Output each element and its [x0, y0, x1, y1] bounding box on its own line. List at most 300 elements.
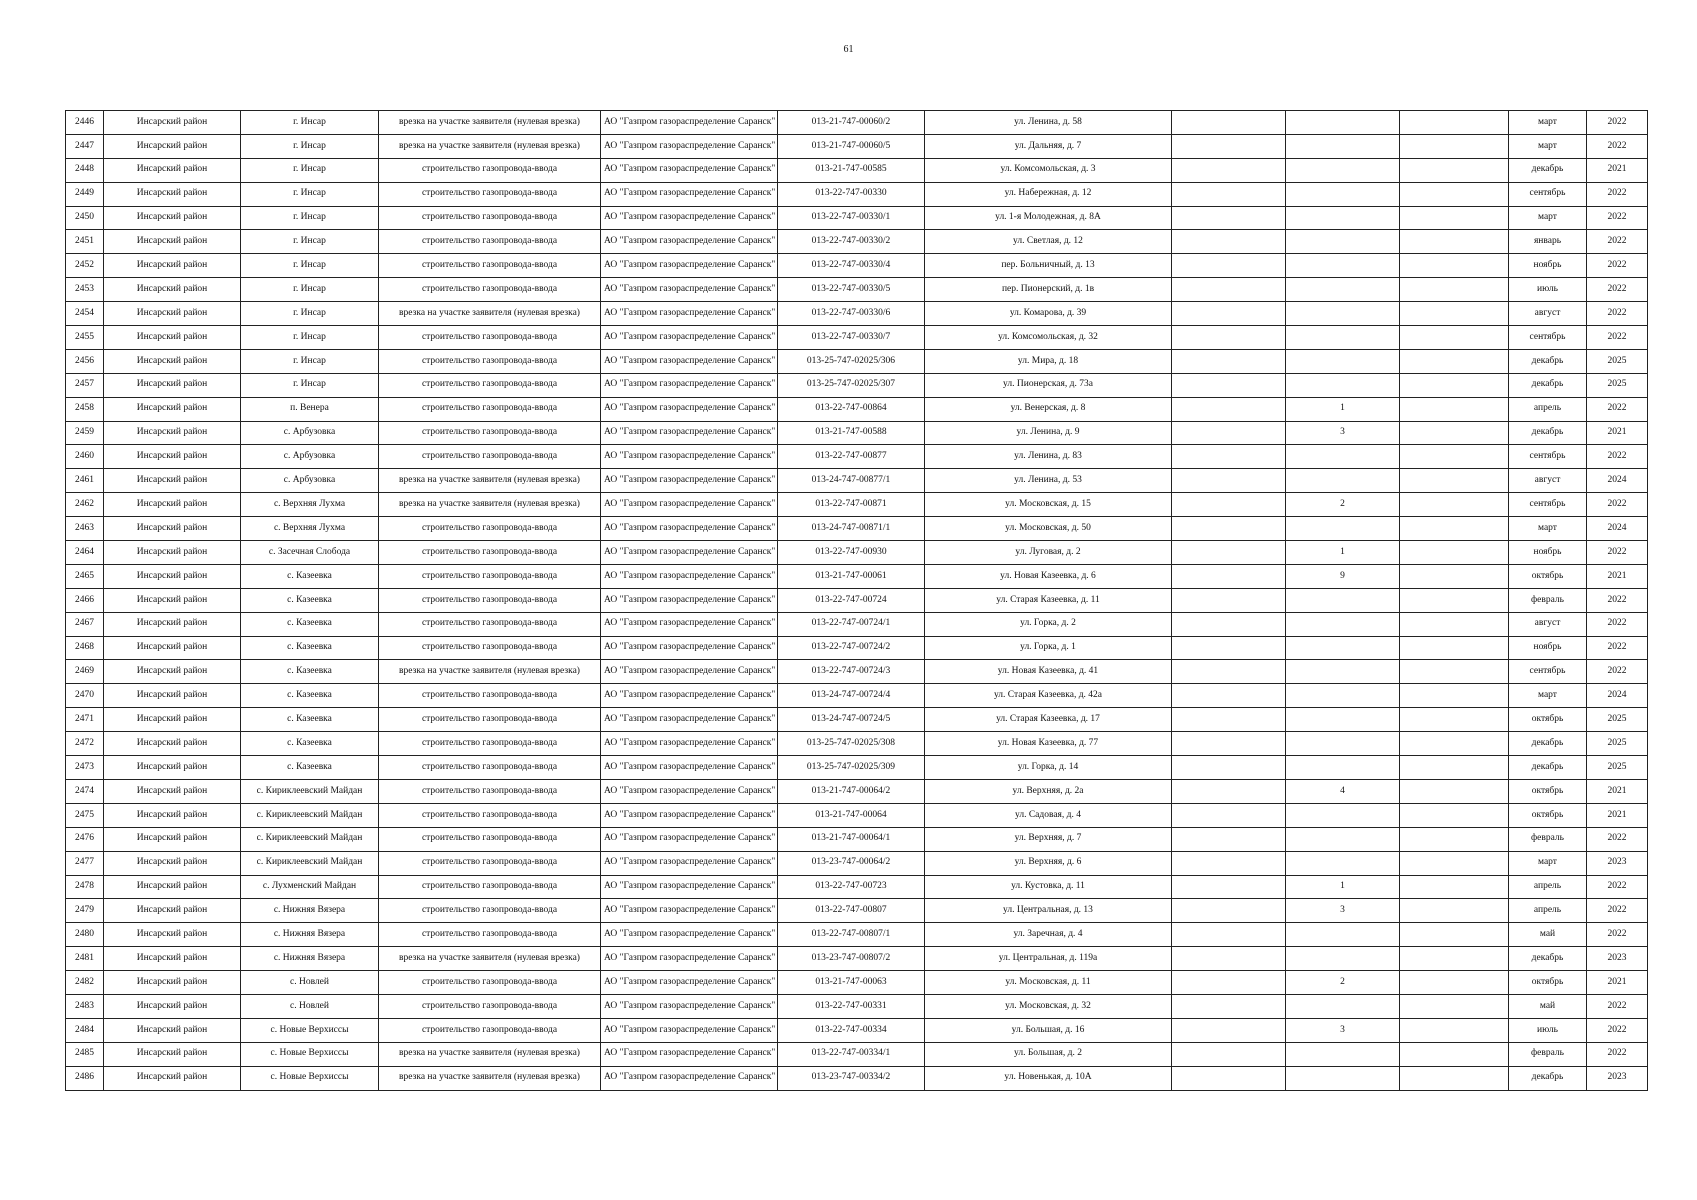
year-cell: 2022 [1587, 636, 1648, 660]
settlement-cell: с. Казеевка [241, 732, 379, 756]
quantity-cell [1286, 373, 1400, 397]
district-cell: Инсарский район [104, 302, 241, 326]
settlement-cell: с. Новые Верхиссы [241, 1018, 379, 1042]
month-cell: август [1509, 612, 1587, 636]
district-cell: Инсарский район [104, 158, 241, 182]
object-code-cell: 013-22-747-00930 [778, 541, 925, 565]
registry-table-body [66, 111, 1648, 1091]
table-row [66, 349, 1648, 373]
empty-cell [1172, 612, 1286, 636]
address-cell: ул. Московская, д. 32 [925, 994, 1172, 1018]
month-cell: октябрь [1509, 779, 1587, 803]
month-cell: май [1509, 923, 1587, 947]
organization-cell: АО "Газпром газораспределение Саранск" [601, 349, 778, 373]
settlement-cell: с. Нижняя Вязера [241, 947, 379, 971]
month-cell: декабрь [1509, 349, 1587, 373]
object-code-cell: 013-22-747-00724 [778, 588, 925, 612]
address-cell: ул. Московская, д. 50 [925, 517, 1172, 541]
empty-cell [1400, 373, 1509, 397]
address-cell: ул. Садовая, д. 4 [925, 803, 1172, 827]
address-cell: ул. Комарова, д. 39 [925, 302, 1172, 326]
organization-cell: АО "Газпром газораспределение Саранск" [601, 397, 778, 421]
row-number-cell: 2457 [66, 373, 104, 397]
quantity-cell [1286, 230, 1400, 254]
district-cell: Инсарский район [104, 349, 241, 373]
year-cell: 2022 [1587, 994, 1648, 1018]
year-cell: 2022 [1587, 541, 1648, 565]
address-cell: ул. Горка, д. 1 [925, 636, 1172, 660]
month-cell: март [1509, 851, 1587, 875]
empty-cell [1172, 1066, 1286, 1090]
quantity-cell [1286, 947, 1400, 971]
address-cell: ул. Московская, д. 11 [925, 971, 1172, 995]
row-number-cell: 2471 [66, 708, 104, 732]
year-cell: 2023 [1587, 947, 1648, 971]
work-type-cell: строительство газопровода-ввода [379, 899, 601, 923]
table-row [66, 803, 1648, 827]
address-cell: ул. Ленина, д. 83 [925, 445, 1172, 469]
row-number-cell: 2486 [66, 1066, 104, 1090]
month-cell: февраль [1509, 588, 1587, 612]
district-cell: Инсарский район [104, 541, 241, 565]
district-cell: Инсарский район [104, 564, 241, 588]
settlement-cell: с. Верхняя Лухма [241, 493, 379, 517]
year-cell: 2022 [1587, 326, 1648, 350]
settlement-cell: с. Кириклеевский Майдан [241, 803, 379, 827]
empty-cell [1172, 349, 1286, 373]
work-type-cell: строительство газопровода-ввода [379, 278, 601, 302]
row-number-cell: 2446 [66, 111, 104, 135]
district-cell: Инсарский район [104, 636, 241, 660]
year-cell: 2022 [1587, 302, 1648, 326]
month-cell: март [1509, 684, 1587, 708]
quantity-cell [1286, 182, 1400, 206]
quantity-cell: 2 [1286, 493, 1400, 517]
month-cell: март [1509, 206, 1587, 230]
address-cell: ул. Московская, д. 15 [925, 493, 1172, 517]
row-number-cell: 2449 [66, 182, 104, 206]
address-cell: ул. Комсомольская, д. 3 [925, 158, 1172, 182]
address-cell: ул. Центральная, д. 119а [925, 947, 1172, 971]
table-row [66, 684, 1648, 708]
table-row [66, 373, 1648, 397]
quantity-cell [1286, 851, 1400, 875]
district-cell: Инсарский район [104, 1042, 241, 1066]
district-cell: Инсарский район [104, 230, 241, 254]
work-type-cell: строительство газопровода-ввода [379, 517, 601, 541]
year-cell: 2022 [1587, 397, 1648, 421]
work-type-cell: строительство газопровода-ввода [379, 588, 601, 612]
month-cell: март [1509, 111, 1587, 135]
table-row [66, 517, 1648, 541]
month-cell: июль [1509, 278, 1587, 302]
district-cell: Инсарский район [104, 278, 241, 302]
settlement-cell: с. Казеевка [241, 612, 379, 636]
settlement-cell: г. Инсар [241, 111, 379, 135]
address-cell: ул. Большая, д. 16 [925, 1018, 1172, 1042]
work-type-cell: врезка на участке заявителя (нулевая врезка) [379, 134, 601, 158]
district-cell: Инсарский район [104, 421, 241, 445]
organization-cell: АО "Газпром газораспределение Саранск" [601, 326, 778, 350]
organization-cell: АО "Газпром газораспределение Саранск" [601, 564, 778, 588]
quantity-cell [1286, 923, 1400, 947]
district-cell: Инсарский район [104, 803, 241, 827]
table-row [66, 278, 1648, 302]
organization-cell: АО "Газпром газораспределение Саранск" [601, 612, 778, 636]
empty-cell [1400, 708, 1509, 732]
month-cell: декабрь [1509, 732, 1587, 756]
work-type-cell: строительство газопровода-ввода [379, 756, 601, 780]
object-code-cell: 013-22-747-00330/2 [778, 230, 925, 254]
object-code-cell: 013-23-747-00334/2 [778, 1066, 925, 1090]
organization-cell: АО "Газпром газораспределение Саранск" [601, 636, 778, 660]
year-cell: 2024 [1587, 684, 1648, 708]
empty-cell [1172, 636, 1286, 660]
quantity-cell [1286, 445, 1400, 469]
work-type-cell: строительство газопровода-ввода [379, 684, 601, 708]
table-row [66, 971, 1648, 995]
month-cell: октябрь [1509, 564, 1587, 588]
table-row [66, 111, 1648, 135]
quantity-cell [1286, 756, 1400, 780]
quantity-cell [1286, 994, 1400, 1018]
empty-cell [1400, 349, 1509, 373]
year-cell: 2022 [1587, 1042, 1648, 1066]
quantity-cell [1286, 1042, 1400, 1066]
row-number-cell: 2455 [66, 326, 104, 350]
row-number-cell: 2454 [66, 302, 104, 326]
month-cell: декабрь [1509, 756, 1587, 780]
empty-cell [1172, 541, 1286, 565]
settlement-cell: г. Инсар [241, 349, 379, 373]
object-code-cell: 013-24-747-00877/1 [778, 469, 925, 493]
work-type-cell: строительство газопровода-ввода [379, 397, 601, 421]
table-row [66, 1042, 1648, 1066]
settlement-cell: с. Засечная Слобода [241, 541, 379, 565]
empty-cell [1172, 732, 1286, 756]
empty-cell [1172, 182, 1286, 206]
settlement-cell: с. Верхняя Лухма [241, 517, 379, 541]
month-cell: апрель [1509, 397, 1587, 421]
object-code-cell: 013-21-747-00061 [778, 564, 925, 588]
empty-cell [1172, 206, 1286, 230]
settlement-cell: г. Инсар [241, 254, 379, 278]
work-type-cell: врезка на участке заявителя (нулевая врезка) [379, 947, 601, 971]
row-number-cell: 2474 [66, 779, 104, 803]
row-number-cell: 2447 [66, 134, 104, 158]
month-cell: декабрь [1509, 373, 1587, 397]
organization-cell: АО "Газпром газораспределение Саранск" [601, 779, 778, 803]
year-cell: 2021 [1587, 971, 1648, 995]
work-type-cell: строительство газопровода-ввода [379, 851, 601, 875]
work-type-cell: строительство газопровода-ввода [379, 971, 601, 995]
quantity-cell: 3 [1286, 1018, 1400, 1042]
address-cell: ул. Ленина, д. 9 [925, 421, 1172, 445]
district-cell: Инсарский район [104, 326, 241, 350]
empty-cell [1400, 421, 1509, 445]
district-cell: Инсарский район [104, 588, 241, 612]
empty-cell [1400, 588, 1509, 612]
row-number-cell: 2472 [66, 732, 104, 756]
empty-cell [1400, 994, 1509, 1018]
year-cell: 2021 [1587, 803, 1648, 827]
empty-cell [1172, 971, 1286, 995]
quantity-cell [1286, 517, 1400, 541]
empty-cell [1400, 564, 1509, 588]
address-cell: ул. Новая Казеевка, д. 41 [925, 660, 1172, 684]
work-type-cell: строительство газопровода-ввода [379, 636, 601, 660]
organization-cell: АО "Газпром газораспределение Саранск" [601, 971, 778, 995]
month-cell: сентябрь [1509, 660, 1587, 684]
object-code-cell: 013-23-747-00064/2 [778, 851, 925, 875]
year-cell: 2024 [1587, 517, 1648, 541]
organization-cell: АО "Газпром газораспределение Саранск" [601, 134, 778, 158]
empty-cell [1400, 971, 1509, 995]
work-type-cell: строительство газопровода-ввода [379, 875, 601, 899]
address-cell: ул. Центральная, д. 13 [925, 899, 1172, 923]
table-row [66, 851, 1648, 875]
object-code-cell: 013-22-747-00330/7 [778, 326, 925, 350]
settlement-cell: с. Казеевка [241, 588, 379, 612]
table-row [66, 206, 1648, 230]
empty-cell [1400, 1066, 1509, 1090]
year-cell: 2025 [1587, 708, 1648, 732]
object-code-cell: 013-25-747-02025/309 [778, 756, 925, 780]
address-cell: ул. Большая, д. 2 [925, 1042, 1172, 1066]
month-cell: ноябрь [1509, 636, 1587, 660]
empty-cell [1400, 923, 1509, 947]
row-number-cell: 2475 [66, 803, 104, 827]
row-number-cell: 2465 [66, 564, 104, 588]
settlement-cell: с. Нижняя Вязера [241, 923, 379, 947]
organization-cell: АО "Газпром газораспределение Саранск" [601, 469, 778, 493]
district-cell: Инсарский район [104, 373, 241, 397]
row-number-cell: 2462 [66, 493, 104, 517]
quantity-cell [1286, 206, 1400, 230]
year-cell: 2021 [1587, 158, 1648, 182]
table-row [66, 947, 1648, 971]
object-code-cell: 013-22-747-00807/1 [778, 923, 925, 947]
organization-cell: АО "Газпром газораспределение Саранск" [601, 493, 778, 517]
empty-cell [1400, 803, 1509, 827]
row-number-cell: 2476 [66, 827, 104, 851]
empty-cell [1400, 827, 1509, 851]
organization-cell: АО "Газпром газораспределение Саранск" [601, 756, 778, 780]
year-cell: 2022 [1587, 588, 1648, 612]
settlement-cell: с. Казеевка [241, 756, 379, 780]
district-cell: Инсарский район [104, 708, 241, 732]
quantity-cell: 2 [1286, 971, 1400, 995]
organization-cell: АО "Газпром газораспределение Саранск" [601, 732, 778, 756]
quantity-cell [1286, 349, 1400, 373]
work-type-cell: строительство газопровода-ввода [379, 206, 601, 230]
empty-cell [1400, 182, 1509, 206]
empty-cell [1400, 541, 1509, 565]
row-number-cell: 2478 [66, 875, 104, 899]
table-row [66, 254, 1648, 278]
table-row [66, 397, 1648, 421]
month-cell: апрель [1509, 875, 1587, 899]
settlement-cell: с. Новлей [241, 994, 379, 1018]
year-cell: 2025 [1587, 732, 1648, 756]
empty-cell [1400, 206, 1509, 230]
organization-cell: АО "Газпром газораспределение Саранск" [601, 278, 778, 302]
quantity-cell [1286, 278, 1400, 302]
district-cell: Инсарский район [104, 827, 241, 851]
organization-cell: АО "Газпром газораспределение Саранск" [601, 230, 778, 254]
settlement-cell: с. Арбузовка [241, 445, 379, 469]
district-cell: Инсарский район [104, 660, 241, 684]
quantity-cell [1286, 302, 1400, 326]
work-type-cell: строительство газопровода-ввода [379, 349, 601, 373]
quantity-cell: 1 [1286, 397, 1400, 421]
quantity-cell [1286, 708, 1400, 732]
work-type-cell: строительство газопровода-ввода [379, 254, 601, 278]
month-cell: сентябрь [1509, 493, 1587, 517]
empty-cell [1172, 947, 1286, 971]
quantity-cell: 3 [1286, 421, 1400, 445]
row-number-cell: 2482 [66, 971, 104, 995]
month-cell: декабрь [1509, 1066, 1587, 1090]
row-number-cell: 2477 [66, 851, 104, 875]
object-code-cell: 013-22-747-00864 [778, 397, 925, 421]
row-number-cell: 2466 [66, 588, 104, 612]
row-number-cell: 2483 [66, 994, 104, 1018]
organization-cell: АО "Газпром газораспределение Саранск" [601, 445, 778, 469]
row-number-cell: 2480 [66, 923, 104, 947]
empty-cell [1172, 923, 1286, 947]
table-row [66, 134, 1648, 158]
work-type-cell: строительство газопровода-ввода [379, 373, 601, 397]
object-code-cell: 013-24-747-00871/1 [778, 517, 925, 541]
year-cell: 2022 [1587, 493, 1648, 517]
empty-cell [1400, 851, 1509, 875]
quantity-cell [1286, 827, 1400, 851]
table-row [66, 541, 1648, 565]
table-row [66, 564, 1648, 588]
object-code-cell: 013-24-747-00724/5 [778, 708, 925, 732]
empty-cell [1400, 326, 1509, 350]
settlement-cell: г. Инсар [241, 134, 379, 158]
row-number-cell: 2469 [66, 660, 104, 684]
row-number-cell: 2464 [66, 541, 104, 565]
object-code-cell: 013-21-747-00063 [778, 971, 925, 995]
quantity-cell [1286, 134, 1400, 158]
address-cell: ул. Заречная, д. 4 [925, 923, 1172, 947]
year-cell: 2021 [1587, 564, 1648, 588]
settlement-cell: с. Казеевка [241, 564, 379, 588]
quantity-cell [1286, 684, 1400, 708]
work-type-cell: строительство газопровода-ввода [379, 230, 601, 254]
month-cell: октябрь [1509, 803, 1587, 827]
empty-cell [1400, 254, 1509, 278]
empty-cell [1172, 851, 1286, 875]
empty-cell [1172, 111, 1286, 135]
work-type-cell: врезка на участке заявителя (нулевая врезка) [379, 111, 601, 135]
empty-cell [1400, 947, 1509, 971]
settlement-cell: с. Казеевка [241, 684, 379, 708]
district-cell: Инсарский район [104, 994, 241, 1018]
registry-table [65, 110, 1648, 1091]
organization-cell: АО "Газпром газораспределение Саранск" [601, 254, 778, 278]
empty-cell [1400, 684, 1509, 708]
work-type-cell: строительство газопровода-ввода [379, 923, 601, 947]
settlement-cell: г. Инсар [241, 278, 379, 302]
empty-cell [1172, 564, 1286, 588]
address-cell: ул. Верхняя, д. 2а [925, 779, 1172, 803]
table-row [66, 469, 1648, 493]
district-cell: Инсарский район [104, 923, 241, 947]
table-row [66, 588, 1648, 612]
page-number: 61 [843, 44, 854, 55]
district-cell: Инсарский район [104, 469, 241, 493]
district-cell: Инсарский район [104, 1018, 241, 1042]
empty-cell [1400, 134, 1509, 158]
district-cell: Инсарский район [104, 397, 241, 421]
empty-cell [1400, 278, 1509, 302]
table-row [66, 923, 1648, 947]
work-type-cell: врезка на участке заявителя (нулевая врезка) [379, 469, 601, 493]
empty-cell [1172, 994, 1286, 1018]
work-type-cell: строительство газопровода-ввода [379, 1018, 601, 1042]
address-cell: ул. Новенькая, д. 10А [925, 1066, 1172, 1090]
row-number-cell: 2485 [66, 1042, 104, 1066]
organization-cell: АО "Газпром газораспределение Саранск" [601, 923, 778, 947]
empty-cell [1172, 373, 1286, 397]
row-number-cell: 2456 [66, 349, 104, 373]
district-cell: Инсарский район [104, 947, 241, 971]
table-row [66, 612, 1648, 636]
object-code-cell: 013-22-747-00723 [778, 875, 925, 899]
work-type-cell: строительство газопровода-ввода [379, 827, 601, 851]
row-number-cell: 2459 [66, 421, 104, 445]
work-type-cell: врезка на участке заявителя (нулевая врезка) [379, 1066, 601, 1090]
organization-cell: АО "Газпром газораспределение Саранск" [601, 684, 778, 708]
organization-cell: АО "Газпром газораспределение Саранск" [601, 875, 778, 899]
empty-cell [1400, 302, 1509, 326]
row-number-cell: 2461 [66, 469, 104, 493]
year-cell: 2025 [1587, 373, 1648, 397]
quantity-cell [1286, 588, 1400, 612]
work-type-cell: строительство газопровода-ввода [379, 732, 601, 756]
district-cell: Инсарский район [104, 134, 241, 158]
row-number-cell: 2479 [66, 899, 104, 923]
address-cell: пер. Пионерский, д. 1в [925, 278, 1172, 302]
object-code-cell: 013-25-747-02025/307 [778, 373, 925, 397]
empty-cell [1400, 756, 1509, 780]
empty-cell [1400, 779, 1509, 803]
year-cell: 2022 [1587, 182, 1648, 206]
object-code-cell: 013-23-747-00807/2 [778, 947, 925, 971]
district-cell: Инсарский район [104, 756, 241, 780]
year-cell: 2022 [1587, 1018, 1648, 1042]
work-type-cell: строительство газопровода-ввода [379, 421, 601, 445]
year-cell: 2022 [1587, 827, 1648, 851]
address-cell: пер. Больничный, д. 13 [925, 254, 1172, 278]
empty-cell [1172, 326, 1286, 350]
object-code-cell: 013-24-747-00724/4 [778, 684, 925, 708]
empty-cell [1400, 660, 1509, 684]
quantity-cell [1286, 326, 1400, 350]
empty-cell [1400, 158, 1509, 182]
empty-cell [1400, 493, 1509, 517]
table-row [66, 302, 1648, 326]
year-cell: 2024 [1587, 469, 1648, 493]
work-type-cell: строительство газопровода-ввода [379, 541, 601, 565]
settlement-cell: п. Венера [241, 397, 379, 421]
address-cell: ул. Верхняя, д. 6 [925, 851, 1172, 875]
work-type-cell: строительство газопровода-ввода [379, 612, 601, 636]
